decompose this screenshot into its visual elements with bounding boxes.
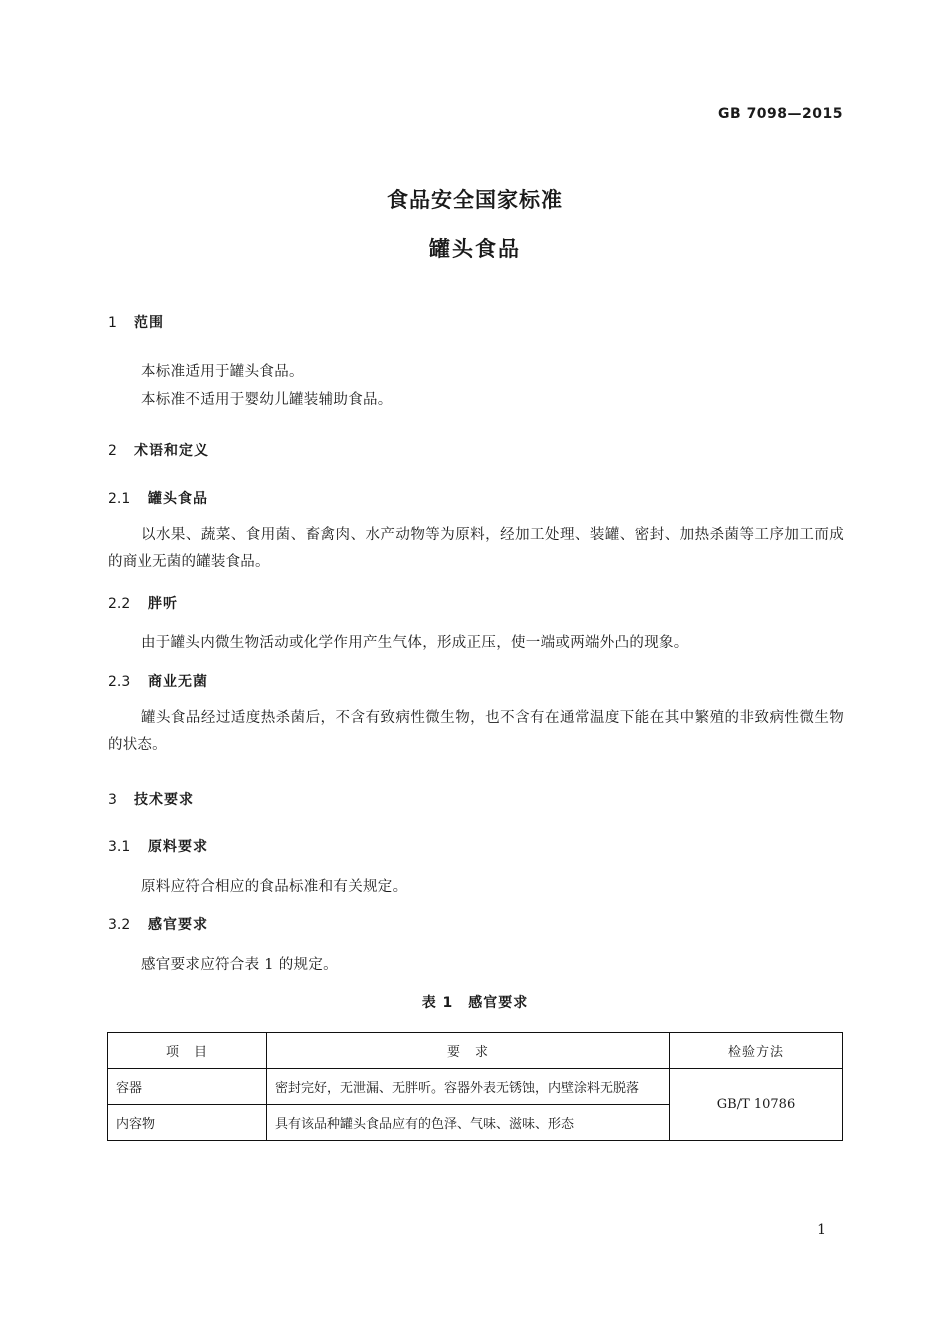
section-1-paragraph-2: 本标准不适用于婴幼儿罐装辅助食品。 <box>141 392 393 408</box>
column-header-requirement: 要 求 <box>267 1033 670 1069</box>
section-2-2-heading <box>108 593 178 613</box>
section-title: 术语和定义 <box>134 443 209 459</box>
section-title: 感官要求 <box>148 917 208 933</box>
section-2-2-paragraph: 由于罐头内微生物活动或化学作用产生气体，形成正压，使一端或两端外凸的现象。 <box>141 635 689 651</box>
section-number: 3.1 <box>108 839 131 855</box>
section-3-heading <box>108 789 194 809</box>
cell-requirement: 密封完好，无泄漏、无胖听。容器外表无锈蚀，内壁涂料无脱落 <box>267 1069 670 1105</box>
section-2-3-heading <box>108 671 208 691</box>
document-title: 食品安全国家标准 <box>387 188 563 212</box>
section-2-1-heading <box>108 488 208 508</box>
cell-item: 内容物 <box>108 1105 267 1141</box>
cell-requirement: 具有该品种罐头食品应有的色泽、气味、滋味、形态 <box>267 1105 670 1141</box>
sensory-requirements-table <box>107 1032 843 1141</box>
section-2-3-paragraph: 罐头食品经过适度热杀菌后，不含有致病性微生物，也不含有在通常温度下能在其中繁殖的非致病性微生物的状态。 <box>108 710 844 753</box>
section-number: 2 <box>108 443 118 459</box>
section-title: 范围 <box>134 315 164 331</box>
section-2-heading <box>108 440 209 460</box>
section-title: 原料要求 <box>148 839 208 855</box>
section-number: 2.1 <box>108 491 131 507</box>
standard-code: GB 7098—2015 <box>718 106 843 122</box>
page-number: 1 <box>817 1222 826 1238</box>
section-number: 2.2 <box>108 596 131 612</box>
section-title: 技术要求 <box>134 792 194 808</box>
cell-item: 容器 <box>108 1069 267 1105</box>
table-header-row <box>108 1033 843 1069</box>
section-1-heading <box>108 312 164 332</box>
section-number: 2.3 <box>108 674 131 690</box>
section-number: 3 <box>108 792 118 808</box>
section-title: 商业无菌 <box>148 674 208 690</box>
table-row <box>108 1069 843 1105</box>
table-caption: 表 1 感官要求 <box>421 995 529 1011</box>
section-3-2-paragraph: 感官要求应符合表 1 的规定。 <box>141 957 338 973</box>
section-1-paragraph-1: 本标准适用于罐头食品。 <box>141 364 304 380</box>
column-header-item: 项 目 <box>108 1033 267 1069</box>
cell-method: GB/T 10786 <box>670 1069 843 1141</box>
section-3-1-heading <box>108 836 208 856</box>
section-3-2-heading <box>108 914 208 934</box>
section-title: 罐头食品 <box>148 491 208 507</box>
section-3-1-paragraph: 原料应符合相应的食品标准和有关规定。 <box>141 879 408 895</box>
column-header-method: 检验方法 <box>670 1033 843 1069</box>
section-title: 胖听 <box>148 596 178 612</box>
document-subtitle: 罐头食品 <box>429 237 521 261</box>
section-2-1-paragraph: 以水果、蔬菜、食用菌、畜禽肉、水产动物等为原料，经加工处理、装罐、密封、加热杀菌等工序加工而成的商业无菌的罐装食品。 <box>108 527 844 570</box>
section-number: 3.2 <box>108 917 131 933</box>
section-number: 1 <box>108 315 118 331</box>
